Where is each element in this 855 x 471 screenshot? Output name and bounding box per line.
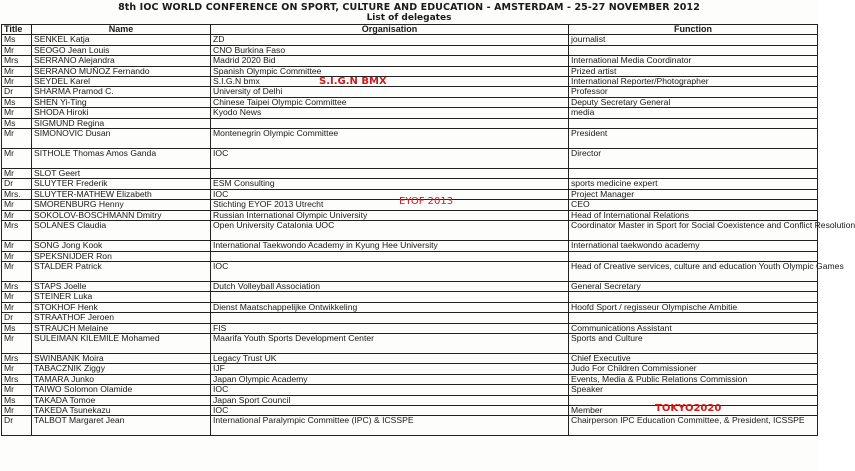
row-name bbox=[32, 292, 211, 302]
row-organisation bbox=[211, 129, 569, 149]
row-function bbox=[569, 385, 818, 395]
row-function-text: Project Manager bbox=[571, 188, 635, 199]
row-name-text: SERRANO MUÑOZ Fernando bbox=[34, 65, 150, 76]
row-organisation-text: Montenegrin Olympic Committee bbox=[213, 128, 339, 139]
table-row bbox=[2, 129, 818, 149]
row-function-text: Hoofd Sport / regisseur Olympische Ambitie bbox=[571, 301, 738, 312]
row-organisation bbox=[211, 179, 569, 189]
row-name bbox=[32, 118, 211, 128]
table-row bbox=[2, 333, 818, 353]
row-function bbox=[569, 108, 818, 118]
row-title-text: Dr bbox=[4, 312, 14, 323]
row-function-text: International Media Coordinator bbox=[571, 55, 692, 66]
row-title-text: Ms bbox=[4, 117, 16, 128]
row-function bbox=[569, 66, 818, 76]
row-title-text: Mr bbox=[4, 209, 15, 220]
row-title bbox=[2, 56, 32, 66]
row-organisation bbox=[211, 56, 569, 66]
row-name-text: TALBOT Margaret Jean bbox=[34, 415, 125, 426]
document-subtitle: List of delegates bbox=[366, 13, 452, 23]
row-title bbox=[2, 333, 32, 353]
table-row bbox=[2, 87, 818, 97]
row-function bbox=[569, 77, 818, 87]
row-function-text: President bbox=[571, 128, 608, 139]
row-organisation-text: International Taekwondo Academy in Kyung Hee University bbox=[213, 240, 438, 251]
row-function-text: Head of Creative services, culture and education Youth Olympic Games bbox=[571, 260, 844, 271]
row-title bbox=[2, 77, 32, 87]
row-name-text: STRAUCH Melaine bbox=[34, 322, 109, 333]
row-name-text: SEYDEL Karel bbox=[34, 76, 91, 87]
row-title bbox=[2, 149, 32, 169]
row-function-text: Director bbox=[571, 148, 602, 159]
row-title bbox=[2, 251, 32, 261]
row-title bbox=[2, 241, 32, 251]
row-organisation bbox=[211, 118, 569, 128]
row-function-text: Communications Assistant bbox=[571, 322, 672, 333]
row-name-text: SPEKSNIJDER Ron bbox=[34, 250, 112, 261]
row-name bbox=[32, 385, 211, 395]
row-organisation-text: Legacy Trust UK bbox=[213, 352, 277, 363]
row-organisation bbox=[211, 66, 569, 76]
row-organisation-text: IJF bbox=[213, 363, 225, 374]
table-row bbox=[2, 200, 818, 210]
row-function bbox=[569, 241, 818, 251]
row-organisation bbox=[211, 281, 569, 291]
row-function-text: General Secretary bbox=[571, 280, 641, 291]
row-function bbox=[569, 220, 855, 241]
table-row bbox=[2, 210, 818, 220]
row-organisation-text: Maarifa Youth Sports Development Center bbox=[213, 332, 374, 343]
row-name bbox=[32, 405, 211, 415]
row-function-text: Chairperson IPC Education Committee, & President, ICSSPE bbox=[571, 415, 805, 426]
row-function-text: International Reporter/Photographer bbox=[571, 76, 709, 87]
row-title-text: Dr bbox=[4, 178, 14, 189]
row-name bbox=[32, 251, 211, 261]
row-organisation-text: IOC bbox=[213, 384, 229, 395]
row-name bbox=[32, 374, 211, 384]
row-title bbox=[2, 292, 32, 302]
row-organisation-text: International Paralympic Committee (IPC) & ICSSPE bbox=[213, 415, 414, 426]
table-row bbox=[2, 261, 818, 281]
row-name-text: SITHOLE Thomas Amos Ganda bbox=[34, 148, 157, 159]
row-title-text: Mrs bbox=[4, 220, 19, 231]
row-function bbox=[569, 189, 818, 199]
row-title bbox=[2, 35, 32, 45]
row-title-text: Mr bbox=[4, 128, 15, 139]
row-title bbox=[2, 118, 32, 128]
row-organisation-text: Kyodo News bbox=[213, 107, 262, 118]
row-name bbox=[32, 77, 211, 87]
row-name-text: STRAATHOF Jeroen bbox=[34, 312, 115, 323]
table-row bbox=[2, 416, 818, 436]
row-name bbox=[32, 97, 211, 107]
row-function bbox=[569, 402, 818, 415]
row-function-text: Events, Media & Public Relations Commission bbox=[571, 373, 748, 384]
row-organisation-text: Stichting EYOF 2013 Utrecht bbox=[213, 199, 324, 210]
row-function-text: Head of International Relations bbox=[571, 209, 690, 220]
row-function-text: Prized artist bbox=[571, 65, 617, 76]
row-organisation-text: IOC bbox=[213, 260, 229, 271]
row-name bbox=[32, 66, 211, 76]
row-name bbox=[32, 210, 211, 220]
row-name bbox=[32, 323, 211, 333]
row-name-text: TAIWO Solomon Olamide bbox=[34, 384, 133, 395]
row-name bbox=[32, 302, 211, 312]
row-title bbox=[2, 66, 32, 76]
row-function bbox=[569, 179, 818, 189]
row-organisation-text: University of Delhi bbox=[213, 86, 283, 97]
table-row bbox=[2, 405, 818, 415]
row-organisation bbox=[211, 292, 569, 302]
row-name-text: TAKADA Tomoe bbox=[34, 394, 96, 405]
row-title-text: Mr bbox=[4, 404, 15, 415]
row-name bbox=[32, 416, 211, 436]
row-function-text: International taekwondo academy bbox=[571, 240, 700, 251]
row-name bbox=[32, 395, 211, 405]
row-name-text: SOKOLOV-BOSCHMANN Dmitry bbox=[34, 209, 162, 220]
row-organisation bbox=[211, 333, 569, 353]
row-name-text: STAPS Joelle bbox=[34, 280, 87, 291]
row-organisation-text: IOC bbox=[213, 148, 229, 159]
row-title bbox=[2, 179, 32, 189]
row-function-text: media bbox=[571, 107, 595, 118]
row-organisation bbox=[211, 364, 569, 374]
row-name bbox=[32, 179, 211, 189]
handwritten-annotation: EYOF 2013 bbox=[399, 196, 454, 208]
row-organisation-text: S.I.G.N bmx bbox=[213, 76, 260, 87]
row-organisation bbox=[211, 261, 569, 281]
row-organisation-text: Japan Olympic Academy bbox=[213, 373, 308, 384]
row-title bbox=[2, 374, 32, 384]
table-row bbox=[2, 385, 818, 395]
row-organisation bbox=[211, 45, 569, 55]
column-header-function: Function bbox=[569, 25, 818, 35]
row-name-text: SIMONOVIC Dusan bbox=[34, 128, 111, 139]
row-name bbox=[32, 221, 211, 241]
row-name bbox=[32, 261, 211, 281]
row-organisation bbox=[211, 395, 569, 405]
row-organisation-text: ZD bbox=[213, 34, 225, 45]
row-title-text: Dr bbox=[4, 415, 14, 426]
row-title-text: Mr bbox=[4, 76, 15, 87]
row-title bbox=[2, 385, 32, 395]
row-organisation bbox=[211, 108, 569, 118]
row-organisation bbox=[211, 251, 569, 261]
row-name bbox=[32, 129, 211, 149]
row-name-text: SLUYTER Frederik bbox=[34, 178, 108, 189]
row-organisation bbox=[211, 313, 569, 323]
row-function-text: Deputy Secretary General bbox=[571, 96, 671, 107]
row-function bbox=[569, 118, 818, 128]
row-function-text: Member bbox=[571, 404, 603, 415]
row-organisation-text: Japan Sport Council bbox=[213, 394, 291, 405]
table-row bbox=[2, 77, 818, 87]
row-organisation bbox=[211, 221, 569, 241]
row-name bbox=[32, 169, 211, 179]
row-name bbox=[32, 281, 211, 291]
row-function bbox=[569, 35, 818, 45]
row-name-text: TAMARA Junko bbox=[34, 373, 95, 384]
row-title bbox=[2, 108, 32, 118]
row-organisation bbox=[211, 169, 569, 179]
table-row bbox=[2, 353, 818, 363]
table-header-row bbox=[2, 25, 818, 35]
row-title bbox=[2, 405, 32, 415]
row-name bbox=[32, 364, 211, 374]
document-title: 8th IOC WORLD CONFERENCE ON SPORT, CULTURE AND EDUCATION - AMSTERDAM - 25-27 NOVEMBER 2012 bbox=[118, 2, 700, 13]
table-row bbox=[2, 179, 818, 189]
row-title bbox=[2, 45, 32, 55]
row-title bbox=[2, 200, 32, 210]
row-title bbox=[2, 395, 32, 405]
row-title-text: Mr bbox=[4, 250, 15, 261]
row-title-text: Mrs bbox=[4, 280, 19, 291]
table-row bbox=[2, 97, 818, 107]
row-name bbox=[32, 35, 211, 45]
row-name bbox=[32, 353, 211, 363]
table-row bbox=[2, 313, 818, 323]
row-function bbox=[569, 45, 818, 55]
table-row bbox=[2, 281, 818, 291]
row-name bbox=[32, 200, 211, 210]
row-function bbox=[569, 292, 818, 302]
row-title-text: Ms bbox=[4, 394, 16, 405]
row-organisation bbox=[211, 77, 569, 87]
row-organisation-text: IOC bbox=[213, 188, 229, 199]
row-organisation bbox=[211, 353, 569, 363]
row-title-text: Mr bbox=[4, 168, 15, 179]
row-title-text: Mr bbox=[4, 199, 15, 210]
row-title-text: Ms bbox=[4, 34, 16, 45]
row-title-text: Mr bbox=[4, 301, 15, 312]
row-title bbox=[2, 281, 32, 291]
row-function-text: Professor bbox=[571, 86, 608, 97]
column-header-organisation: Organisation bbox=[211, 25, 569, 35]
row-title bbox=[2, 323, 32, 333]
row-function bbox=[569, 281, 818, 291]
row-name bbox=[32, 45, 211, 55]
table-row bbox=[2, 323, 818, 333]
row-function bbox=[569, 210, 818, 220]
row-function bbox=[569, 353, 818, 363]
row-title bbox=[2, 416, 32, 436]
row-function bbox=[569, 87, 818, 97]
row-name-text: SEOGO Jean Louis bbox=[34, 44, 110, 55]
row-function bbox=[569, 260, 844, 281]
row-function bbox=[569, 416, 818, 436]
row-organisation bbox=[211, 35, 569, 45]
row-function bbox=[569, 56, 818, 66]
row-function bbox=[569, 251, 818, 261]
row-name-text: SMORENBURG Henny bbox=[34, 199, 124, 210]
row-title-text: Mr bbox=[4, 332, 15, 343]
row-name bbox=[32, 87, 211, 97]
row-name-text: SHEN Yi-Ting bbox=[34, 96, 87, 107]
row-organisation-text: Open University Catalonia UOC bbox=[213, 220, 335, 231]
row-title bbox=[2, 169, 32, 179]
handwritten-annotation: TOKYO2020 bbox=[655, 402, 722, 414]
row-function-text: Speaker bbox=[571, 384, 604, 395]
table-row bbox=[2, 35, 818, 45]
row-function bbox=[569, 97, 818, 107]
row-title-text: Mrs bbox=[4, 373, 19, 384]
row-organisation bbox=[211, 385, 569, 395]
table-row bbox=[2, 66, 818, 76]
row-organisation bbox=[211, 323, 569, 333]
row-organisation bbox=[211, 416, 569, 436]
row-organisation-text: Dutch Volleyball Association bbox=[213, 280, 321, 291]
row-name-text: SULEIMAN KILEMILE Mohamed bbox=[34, 332, 160, 343]
column-header-name: Name bbox=[32, 25, 211, 35]
row-name bbox=[32, 149, 211, 169]
row-title bbox=[2, 353, 32, 363]
row-function bbox=[569, 169, 818, 179]
table-row bbox=[2, 108, 818, 118]
row-name-text: STALDER Patrick bbox=[34, 260, 102, 271]
row-name-text: TAKEDA Tsunekazu bbox=[34, 404, 111, 415]
table-row bbox=[2, 364, 818, 374]
column-header-title: Title bbox=[2, 25, 32, 35]
table-row bbox=[2, 251, 818, 261]
row-organisation bbox=[211, 87, 569, 97]
table-row bbox=[2, 221, 818, 241]
row-title-text: Mr bbox=[4, 260, 15, 271]
row-name-text: SENKEL Katja bbox=[34, 34, 90, 45]
table-row bbox=[2, 149, 818, 169]
row-name bbox=[32, 241, 211, 251]
row-name-text: SERRANO Alejandra bbox=[34, 55, 115, 66]
row-organisation-text: Russian International Olympic University bbox=[213, 209, 368, 220]
row-name-text: SHARMA Pramod C. bbox=[34, 86, 114, 97]
row-organisation-text: CNO Burkina Faso bbox=[213, 44, 286, 55]
row-function-text: Sports and Culture bbox=[571, 332, 643, 343]
row-organisation-text: FIS bbox=[213, 322, 227, 333]
row-name-text: SONG Jong Kook bbox=[34, 240, 103, 251]
row-title-text: Mr bbox=[4, 363, 15, 374]
row-function bbox=[569, 200, 818, 210]
row-name-text: STOKHOF Henk bbox=[34, 301, 98, 312]
row-name-text: SHODA Hiroki bbox=[34, 107, 89, 118]
row-name-text: STEINER Luka bbox=[34, 291, 93, 302]
row-organisation-text: IOC bbox=[213, 404, 229, 415]
row-title-text: Mr bbox=[4, 148, 15, 159]
row-name-text: SOLANES Claudia bbox=[34, 220, 107, 231]
row-name bbox=[32, 189, 211, 199]
row-title bbox=[2, 364, 32, 374]
delegates-table bbox=[1, 24, 855, 436]
row-title-text: Ms bbox=[4, 322, 16, 333]
table-row bbox=[2, 241, 818, 251]
row-title-text: Mr bbox=[4, 240, 15, 251]
row-name-text: SLOT Geert bbox=[34, 168, 81, 179]
row-organisation-text: Dienst Maatschappelijke Ontwikkeling bbox=[213, 301, 358, 312]
row-title bbox=[2, 129, 32, 149]
row-function-text: journalist bbox=[571, 34, 606, 45]
row-organisation bbox=[211, 189, 569, 199]
row-title-text: Ms bbox=[4, 96, 16, 107]
table-row bbox=[2, 118, 818, 128]
row-title bbox=[2, 261, 32, 281]
row-title bbox=[2, 302, 32, 312]
row-title-text: Mr bbox=[4, 291, 15, 302]
row-title-text: Mrs bbox=[4, 352, 19, 363]
row-function bbox=[569, 333, 818, 353]
row-function-text: Chief Executive bbox=[571, 352, 631, 363]
row-title-text: Mrs bbox=[4, 55, 19, 66]
table-row bbox=[2, 292, 818, 302]
row-title bbox=[2, 87, 32, 97]
row-title bbox=[2, 221, 32, 241]
row-organisation bbox=[211, 196, 569, 210]
row-title bbox=[2, 313, 32, 323]
row-title bbox=[2, 189, 32, 199]
row-organisation-text: Chinese Taipei Olympic Committee bbox=[213, 96, 347, 107]
row-name bbox=[32, 56, 211, 66]
row-function bbox=[569, 323, 818, 333]
table-row bbox=[2, 374, 818, 384]
row-organisation bbox=[211, 210, 569, 220]
table-row bbox=[2, 169, 818, 179]
row-title-text: Mrs. bbox=[4, 188, 21, 199]
row-function bbox=[569, 374, 818, 384]
row-title-text: Mr bbox=[4, 107, 15, 118]
row-function-text: Coordinator Master in Sport for Social Coexistence and Conflict Resolution bbox=[571, 220, 855, 231]
row-name bbox=[32, 333, 211, 353]
row-name-text: SIGMUND Regina bbox=[34, 117, 105, 128]
table-row bbox=[2, 45, 818, 55]
row-title-text: Mr bbox=[4, 384, 15, 395]
row-function-text: CEO bbox=[571, 199, 590, 210]
row-name-text: SWINBANK Moira bbox=[34, 352, 104, 363]
row-function bbox=[569, 149, 818, 169]
row-title-text: Mr bbox=[4, 65, 15, 76]
row-function bbox=[569, 364, 818, 374]
row-title-text: Mr bbox=[4, 44, 15, 55]
table-row bbox=[2, 302, 818, 312]
row-function-text: Judo For Children Commissioner bbox=[571, 363, 697, 374]
row-name-text: SLUYTER-MATHEW Elizabeth bbox=[34, 188, 152, 199]
row-title bbox=[2, 210, 32, 220]
row-organisation bbox=[211, 405, 569, 415]
row-name bbox=[32, 313, 211, 323]
table-row bbox=[2, 56, 818, 66]
row-organisation bbox=[211, 374, 569, 384]
row-function bbox=[569, 302, 818, 312]
row-title bbox=[2, 97, 32, 107]
row-name bbox=[32, 108, 211, 118]
handwritten-annotation: S.I.G.N BMX bbox=[319, 76, 387, 88]
row-name-text: TABACZNIK Ziggy bbox=[34, 363, 105, 374]
row-organisation-text: Spanish Olympic Committee bbox=[213, 65, 322, 76]
row-organisation bbox=[211, 149, 569, 169]
row-organisation-text: ESM Consulting bbox=[213, 178, 275, 189]
row-organisation bbox=[211, 302, 569, 312]
row-organisation-text: Madrid 2020 Bid bbox=[213, 55, 276, 66]
row-title-text: Dr bbox=[4, 86, 14, 97]
row-function bbox=[569, 313, 818, 323]
row-organisation bbox=[211, 241, 569, 251]
row-organisation bbox=[211, 97, 569, 107]
row-function-text: sports medicine expert bbox=[571, 178, 658, 189]
row-function bbox=[569, 129, 818, 149]
